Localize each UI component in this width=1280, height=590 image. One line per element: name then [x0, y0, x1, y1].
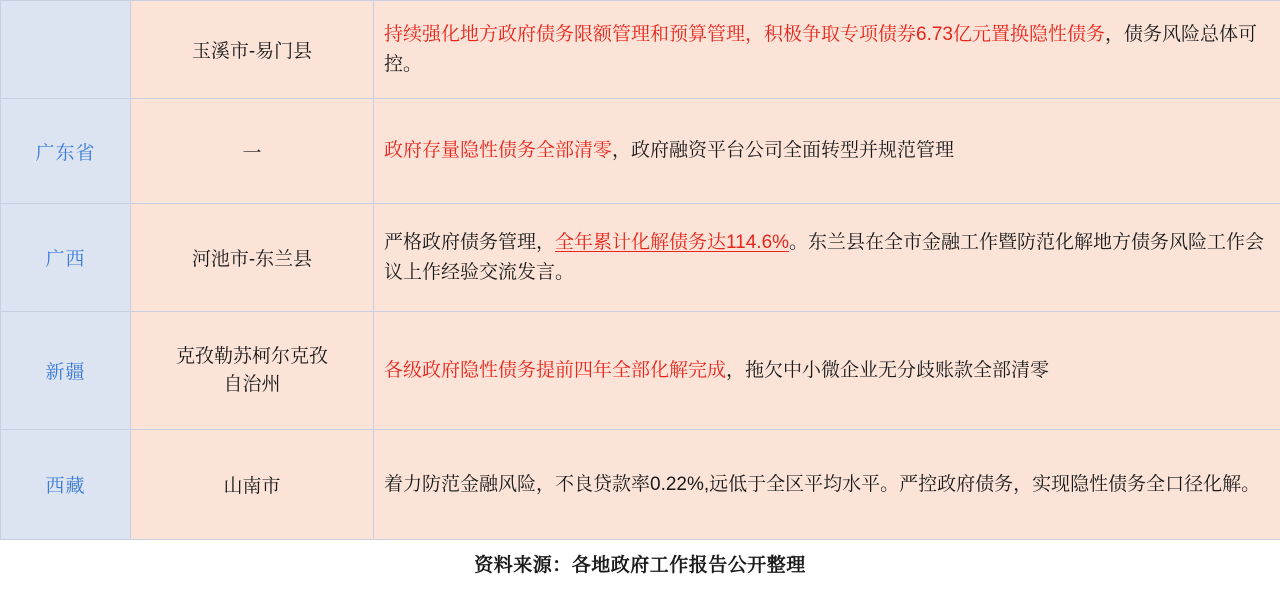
detail-plain-text: ，债务风险总体可控。: [384, 24, 1257, 75]
source-note: 资料来源：各地政府工作报告公开整理: [474, 555, 806, 576]
detail-cell: [374, 204, 1280, 312]
region-cell: [131, 312, 374, 430]
detail-cell: [374, 99, 1280, 204]
province-cell: 广东省: [1, 99, 131, 204]
table-row: [1, 430, 1280, 540]
detail-highlight-text: 各级政府隐性债务提前四年全部化解完成: [384, 359, 727, 381]
detail-cell: [374, 1, 1280, 99]
table-row: [1, 204, 1280, 312]
province-cell: 新疆: [1, 312, 131, 430]
detail-plain-text: 着力防范金融风险，不良贷款率0.22%,远低于全区平均水平。严控政府债务，实现隐性债务全口径化解。: [384, 473, 1261, 495]
detail-lead-text: 严格政府债务管理，: [384, 232, 556, 254]
detail-plain-text: 。东兰县在全市金融工作暨防范化解地方债务风险工作会议上作经验交流发言。: [384, 232, 1265, 283]
table-row: [1, 1, 1280, 99]
table-row: [1, 99, 1280, 204]
region-cell: 河池市-东兰县: [131, 204, 374, 312]
detail-cell: [374, 430, 1280, 540]
detail-plain-text: ，拖欠中小微企业无分歧账款全部清零: [726, 359, 1050, 381]
province-cell: [1, 1, 131, 99]
detail-highlight-text: 政府存量隐性债务全部清零: [384, 140, 613, 162]
region-line-1: 克孜勒苏柯尔克孜: [175, 345, 328, 367]
region-cell: 山南市: [131, 430, 374, 540]
region-cell: 玉溪市-易门县: [131, 1, 374, 99]
detail-plain-text: ，政府融资平台公司全面转型并规范管理: [612, 140, 955, 162]
detail-highlight-text: 全年累计化解债务达114.6%: [555, 232, 790, 254]
detail-cell: [374, 312, 1280, 430]
province-cell: 西藏: [1, 430, 131, 540]
region-cell: 一: [131, 99, 374, 204]
province-cell: 广西: [1, 204, 131, 312]
region-line-2: 自治州: [223, 373, 281, 395]
detail-highlight-text: 持续强化地方政府债务限额管理和预算管理，积极争取专项债券6.73亿元置换隐性债务: [384, 24, 1105, 46]
table-row: [1, 312, 1280, 430]
